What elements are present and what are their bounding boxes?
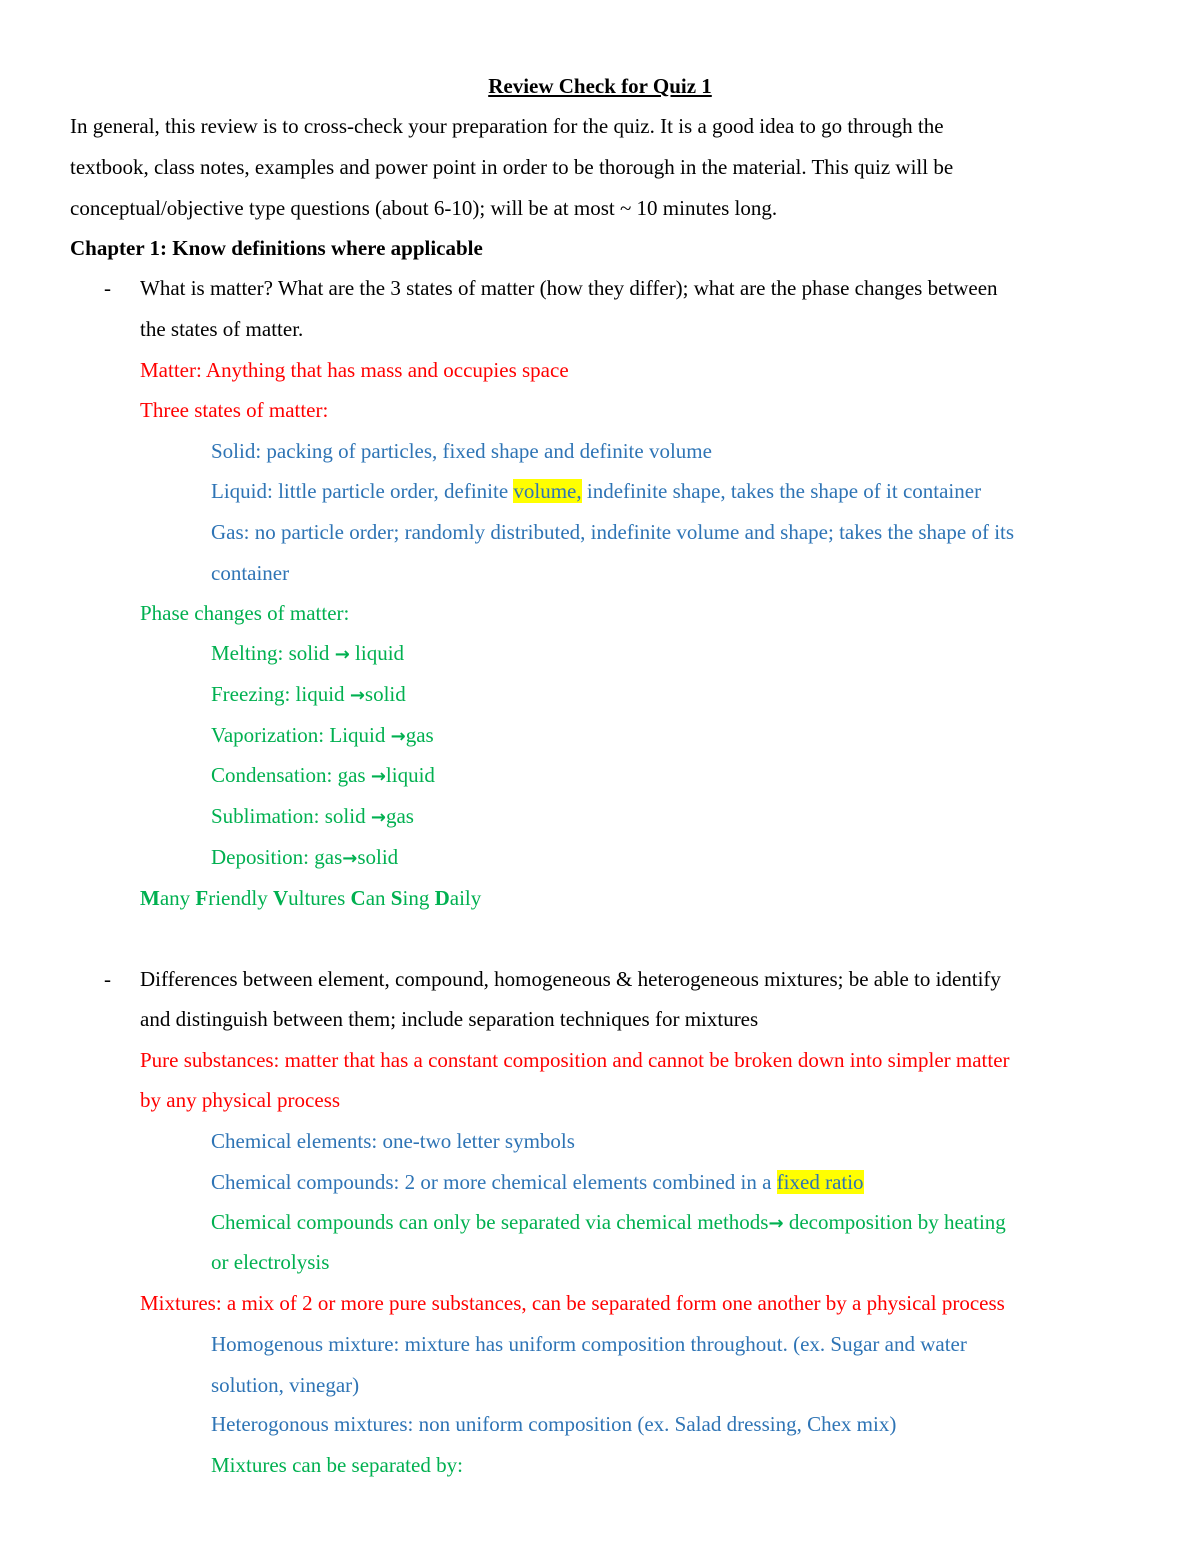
phase-freezing bbox=[211, 681, 406, 709]
chapter-heading: Chapter 1: Know definitions where applicable bbox=[70, 236, 483, 260]
states-heading: Three states of matter: bbox=[140, 398, 329, 422]
compound-separation-line-2: or electrolysis bbox=[211, 1250, 330, 1274]
phase-vaporization bbox=[211, 722, 434, 750]
separation-text: Chemical compounds can only be separated via chemical methods bbox=[211, 1210, 769, 1234]
arrow-icon: → bbox=[390, 726, 406, 747]
phase-deposition bbox=[211, 844, 398, 872]
phase-result: liquid bbox=[385, 763, 435, 787]
mnemonic-rest: ing bbox=[402, 886, 435, 910]
mnemonic-rest: riendly bbox=[208, 886, 273, 910]
intro-line-1: In general, this review is to cross-check your preparation for the quiz. It is a good idea to go through the bbox=[70, 114, 944, 138]
phase-label: Melting: solid bbox=[211, 641, 335, 665]
phase-result: gas bbox=[385, 804, 414, 828]
phase-sublimation bbox=[211, 803, 414, 831]
arrow-icon: → bbox=[768, 1213, 784, 1234]
question-2-line-2: and distinguish between them; include separation techniques for mixtures bbox=[140, 1007, 759, 1031]
mnemonic-rest: ultures bbox=[288, 886, 351, 910]
mnemonic-initial: C bbox=[350, 886, 366, 910]
arrow-icon: → bbox=[370, 807, 386, 828]
separation-result: decomposition by heating bbox=[783, 1210, 1006, 1234]
arrow-icon: → bbox=[370, 766, 386, 787]
arrow-icon: → bbox=[342, 848, 358, 869]
mixtures-definition: Mixtures: a mix of 2 or more pure substances, can be separated form one another by a physical process bbox=[140, 1291, 1005, 1315]
mixtures-separation: Mixtures can be separated by: bbox=[211, 1453, 463, 1477]
mnemonic-initial: F bbox=[195, 886, 209, 910]
page-title: Review Check for Quiz 1 bbox=[488, 74, 712, 98]
bullet-dash-2: - bbox=[104, 967, 111, 991]
phase-result: liquid bbox=[349, 641, 405, 665]
phase-result: solid bbox=[357, 845, 399, 869]
liquid-text-post: indefinite shape, takes the shape of it container bbox=[581, 479, 982, 503]
phase-result: gas bbox=[405, 723, 434, 747]
compounds-text: Chemical compounds: 2 or more chemical elements combined in a bbox=[211, 1170, 777, 1194]
mnemonic-rest: aily bbox=[449, 886, 482, 910]
homogenous-line-2: solution, vinegar) bbox=[211, 1373, 360, 1397]
mnemonic-rest: an bbox=[365, 886, 391, 910]
arrow-icon: → bbox=[334, 644, 350, 665]
gas-definition-line-2: container bbox=[211, 561, 290, 585]
mnemonic bbox=[140, 885, 481, 911]
phase-label: Condensation: gas bbox=[211, 763, 371, 787]
phase-melting bbox=[211, 640, 404, 668]
homogenous-line-1: Homogenous mixture: mixture has uniform composition throughout. (ex. Sugar and water bbox=[211, 1332, 967, 1356]
intro-line-3: conceptual/objective type questions (about 6-10); will be at most ~ 10 minutes long. bbox=[70, 196, 778, 220]
pure-substances-line-1: Pure substances: matter that has a constant composition and cannot be broken down into simpler matter bbox=[140, 1048, 1010, 1072]
phase-label: Sublimation: solid bbox=[211, 804, 371, 828]
pure-substances-line-2: by any physical process bbox=[140, 1088, 341, 1112]
liquid-definition bbox=[211, 478, 981, 504]
mnemonic-initial: V bbox=[272, 886, 289, 910]
question-2-line-1: Differences between element, compound, homogeneous & heterogeneous mixtures; be able to identify bbox=[140, 967, 1001, 991]
chemical-compounds bbox=[211, 1169, 864, 1195]
mnemonic-initial: M bbox=[140, 886, 160, 910]
phase-result: solid bbox=[364, 682, 406, 706]
phase-label: Deposition: gas bbox=[211, 845, 343, 869]
intro-line-2: textbook, class notes, examples and power point in order to be thorough in the material. This quiz will be bbox=[70, 155, 954, 179]
chemical-elements: Chemical elements: one-two letter symbols bbox=[211, 1129, 575, 1153]
phase-label: Freezing: liquid bbox=[211, 682, 350, 706]
compound-separation-line-1 bbox=[211, 1209, 1006, 1237]
mnemonic-initial: D bbox=[434, 886, 450, 910]
arrow-icon: → bbox=[349, 685, 365, 706]
phase-label: Vaporization: Liquid bbox=[211, 723, 391, 747]
heterogonous-definition: Heterogonous mixtures: non uniform composition (ex. Salad dressing, Chex mix) bbox=[211, 1412, 897, 1436]
gas-definition-line-1: Gas: no particle order; randomly distributed, indefinite volume and shape; takes the shape of its bbox=[211, 520, 1015, 544]
highlight-volume: volume, bbox=[513, 479, 582, 503]
matter-definition: Matter: Anything that has mass and occupies space bbox=[140, 358, 569, 382]
question-1-line-2: the states of matter. bbox=[140, 317, 304, 341]
liquid-text-pre: Liquid: little particle order, definite bbox=[211, 479, 514, 503]
highlight-fixed-ratio: fixed ratio bbox=[776, 1170, 864, 1194]
solid-definition: Solid: packing of particles, fixed shape and definite volume bbox=[211, 439, 712, 463]
bullet-dash-1: - bbox=[104, 276, 111, 300]
question-1-line-1: What is matter? What are the 3 states of matter (how they differ); what are the phase changes between bbox=[140, 276, 998, 300]
mnemonic-rest: any bbox=[159, 886, 196, 910]
phase-heading: Phase changes of matter: bbox=[140, 601, 350, 625]
phase-condensation bbox=[211, 762, 435, 790]
mnemonic-initial: S bbox=[390, 886, 403, 910]
